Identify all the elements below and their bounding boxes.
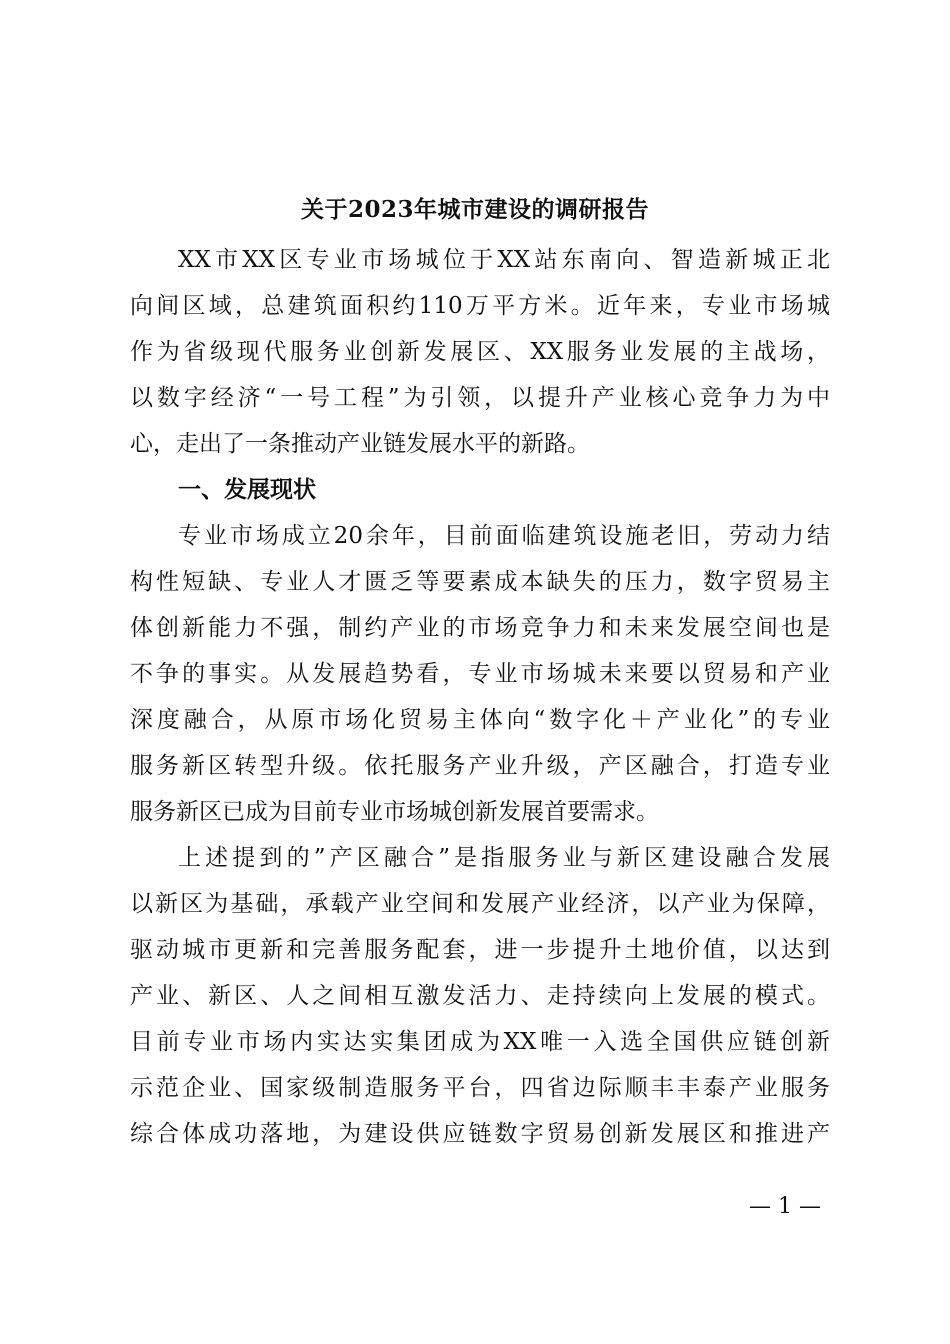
text-line: 深度融合，从原市场化贸易主体向“数字化＋产业化”的专业 xyxy=(130,707,830,733)
section-heading: 一、发展现状 xyxy=(178,476,316,503)
text-line: XX市XX区专业市场城位于XX站东南向、智造新城正北 xyxy=(178,247,830,273)
text-line: 目前专业市场内实达实集团成为XX唯一入选全国供应链创新 xyxy=(130,1029,830,1055)
page-number: — 1 — xyxy=(749,1194,821,1219)
text-line: 驱动城市更新和完善服务配套，进一步提升土地价值，以达到 xyxy=(130,937,830,963)
text-line: 示范企业、国家级制造服务平台，四省边际顺丰丰泰产业服务 xyxy=(130,1075,830,1101)
text-line: 服务新区转型升级。依托服务产业升级，产区融合，打造专业 xyxy=(130,753,830,779)
text-line: 以数字经济“一号工程”为引领，以提升产业核心竞争力为中 xyxy=(130,385,830,411)
text-line: 构性短缺、专业人才匮乏等要素成本缺失的压力，数字贸易主 xyxy=(130,569,830,595)
text-line: 服务新区已成为目前专业市场城创新发展首要需求。 xyxy=(130,799,659,825)
text-line: 综合体成功落地，为建设供应链数字贸易创新发展区和推进产 xyxy=(130,1121,830,1147)
text-line: 体创新能力不强，制约产业的市场竞争力和未来发展空间也是 xyxy=(130,615,830,641)
text-line: 不争的事实。从发展趋势看，专业市场城未来要以贸易和产业 xyxy=(130,661,830,687)
text-line: 上述提到的”产区融合”是指服务业与新区建设融合发展 xyxy=(178,845,830,871)
text-line: 向间区域，总建筑面积约110万平方米。近年来，专业市场城 xyxy=(130,293,830,319)
text-line: 心，走出了一条推动产业链发展水平的新路。 xyxy=(130,431,590,457)
text-line: 产业、新区、人之间相互激发活力、走持续向上发展的模式。 xyxy=(130,983,830,1009)
text-line: 作为省级现代服务业创新发展区、XX服务业发展的主战场， xyxy=(130,339,830,365)
document-title: 关于2023年城市建设的调研报告 xyxy=(300,196,649,223)
text-line: 以新区为基础，承载产业空间和发展产业经济，以产业为保障， xyxy=(130,891,830,917)
text-line: 专业市场成立20余年，目前面临建筑设施老旧，劳动力结 xyxy=(178,523,830,549)
